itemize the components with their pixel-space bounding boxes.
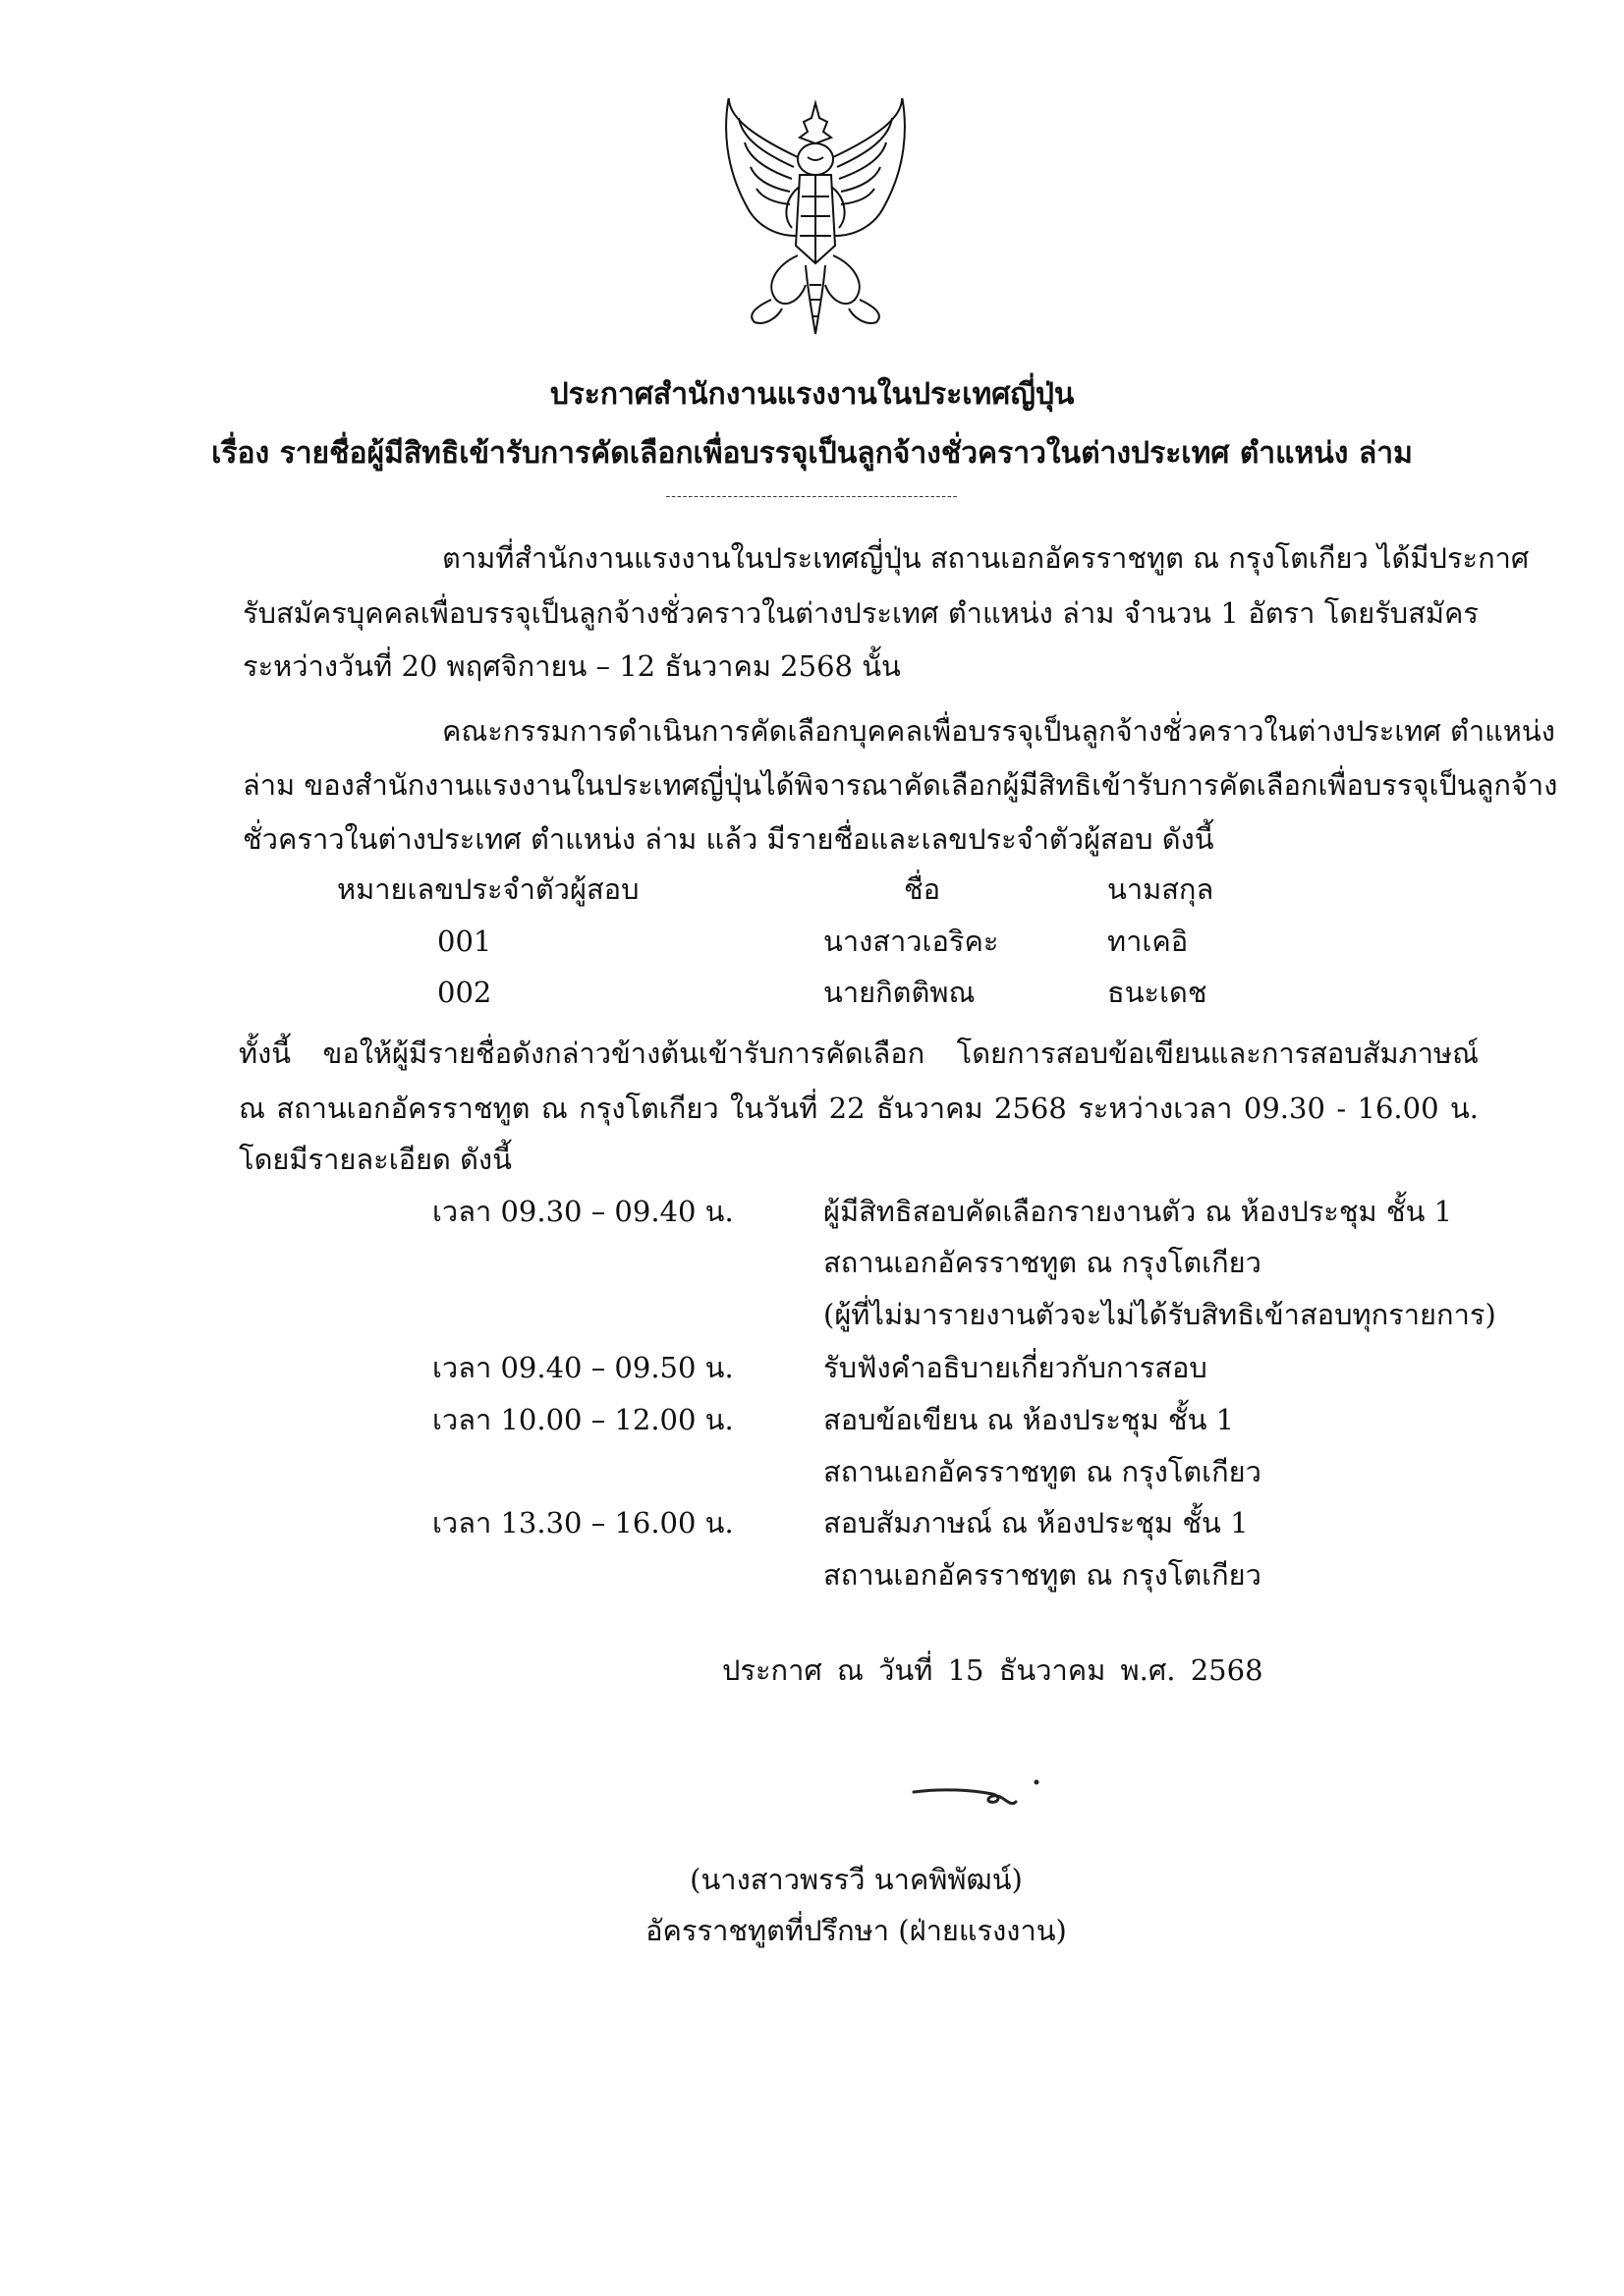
paragraph3-line1: ทั้งนี้ ขอให้ผู้มีรายชื่อดังกล่าวข้างต้นเข้ารับการคัดเลือก โดยการสอบข้อเขียนและการสอบสัมภาษณ์ bbox=[239, 1036, 1479, 1070]
candidate-id: 002 bbox=[437, 976, 492, 1009]
announcement-subject: เรื่อง รายชื่อผู้มีสิทธิเข้ารับการคัดเลือกเพื่อบรรจุเป็นลูกจ้างชั่วคราวในต่างประเทศ ตำแหน่ง ล่าม bbox=[211, 436, 1413, 471]
schedule-activity: สถานเอกอัครราชทูต ณ กรุงโตเกียว bbox=[823, 1246, 1261, 1279]
paragraph3-line2: ณ สถานเอกอัครราชทูต ณ กรุงโตเกียว ในวันที่ 22 ธันวาคม 2568 ระหว่างเวลา 09.30 - 16.00 น. bbox=[239, 1092, 1479, 1125]
schedule-time: เวลา 09.40 – 09.50 น. bbox=[432, 1351, 734, 1384]
schedule-time: เวลา 13.30 – 16.00 น. bbox=[432, 1506, 734, 1540]
signatory-name: (นางสาวพรรวี นาคพิพัฒน์) bbox=[690, 1863, 1023, 1896]
candidates-header-last-name: นามสกุล bbox=[1107, 872, 1214, 906]
schedule-activity: สอบข้อเขียน ณ ห้องประชุม ชั้น 1 bbox=[823, 1403, 1235, 1436]
paragraph2-line2: ล่าม ของสำนักงานแรงงานในประเทศญี่ปุ่นได้พิจารณาคัดเลือกผู้มีสิทธิเข้ารับการคัดเลือกเพื่อบรรจุเป็นลูกจ้าง bbox=[243, 768, 1558, 802]
schedule-activity: สถานเอกอัครราชทูต ณ กรุงโตเกียว bbox=[823, 1455, 1261, 1488]
candidate-first-name: นางสาวเอริคะ bbox=[823, 924, 999, 958]
signature-icon bbox=[904, 1768, 1061, 1827]
candidate-last-name: ธนะเดช bbox=[1107, 976, 1207, 1009]
announcement-title: ประกาศสำนักงานแรงงานในประเทศญี่ปุ่น bbox=[549, 377, 1075, 412]
schedule-activity: (ผู้ที่ไม่มารายงานตัวจะไม่ได้รับสิทธิเข้าสอบทุกรายการ) bbox=[823, 1298, 1496, 1331]
signatory-position: อัครราชทูตที่ปรึกษา (ฝ่ายแรงงาน) bbox=[645, 1914, 1067, 1947]
schedule-activity: สถานเอกอัครราชทูต ณ กรุงโตเกียว bbox=[823, 1558, 1261, 1592]
schedule-time: เวลา 10.00 – 12.00 น. bbox=[432, 1403, 734, 1436]
paragraph3-line3: โดยมีรายละเอียด ดังนี้ bbox=[239, 1143, 512, 1176]
schedule-time: เวลา 09.30 – 09.40 น. bbox=[432, 1195, 734, 1228]
candidate-id: 001 bbox=[437, 924, 492, 958]
candidate-first-name: นายกิตติพณ bbox=[823, 976, 976, 1009]
title-separator: ---------------------------------------------------- bbox=[665, 488, 959, 504]
paragraph1-line3: ระหว่างวันที่ 20 พฤศจิกายน – 12 ธันวาคม 2568 นั้น bbox=[243, 649, 901, 683]
schedule-activity: สอบสัมภาษณ์ ณ ห้องประชุม ชั้น 1 bbox=[823, 1506, 1249, 1540]
candidates-header-first-name: ชื่อ bbox=[904, 872, 941, 906]
schedule-activity: รับฟังคำอธิบายเกี่ยวกับการสอบ bbox=[823, 1351, 1207, 1384]
paragraph2-line3: ชั่วคราวในต่างประเทศ ตำแหน่ง ล่าม แล้ว มีรายชื่อและเลขประจำตัวผู้สอบ ดังนี้ bbox=[243, 822, 1214, 856]
garuda-emblem-icon bbox=[717, 98, 914, 339]
paragraph1-line1: ตามที่สำนักงานแรงงานในประเทศญี่ปุ่น สถานเอกอัครราชทูต ณ กรุงโตเกียว ได้มีประกาศ bbox=[442, 541, 1530, 575]
paragraph1-line2: รับสมัครบุคคลเพื่อบรรจุเป็นลูกจ้างชั่วคราวในต่างประเทศ ตำแหน่ง ล่าม จำนวน 1 อัตรา โดยรับสมัคร bbox=[243, 596, 1479, 630]
candidate-last-name: ทาเคอิ bbox=[1107, 924, 1189, 958]
schedule-activity: ผู้มีสิทธิสอบคัดเลือกรายงานตัว ณ ห้องประชุม ชั้น 1 bbox=[823, 1195, 1453, 1228]
announcement-date: ประกาศ ณ วันที่ 15 ธันวาคม พ.ศ. 2568 bbox=[722, 1653, 1263, 1687]
candidates-header-id: หมายเลขประจำตัวผู้สอบ bbox=[337, 872, 640, 906]
paragraph2-line1: คณะกรรมการดำเนินการคัดเลือกบุคคลเพื่อบรรจุเป็นลูกจ้างชั่วคราวในต่างประเทศ ตำแหน่ง bbox=[442, 714, 1555, 748]
